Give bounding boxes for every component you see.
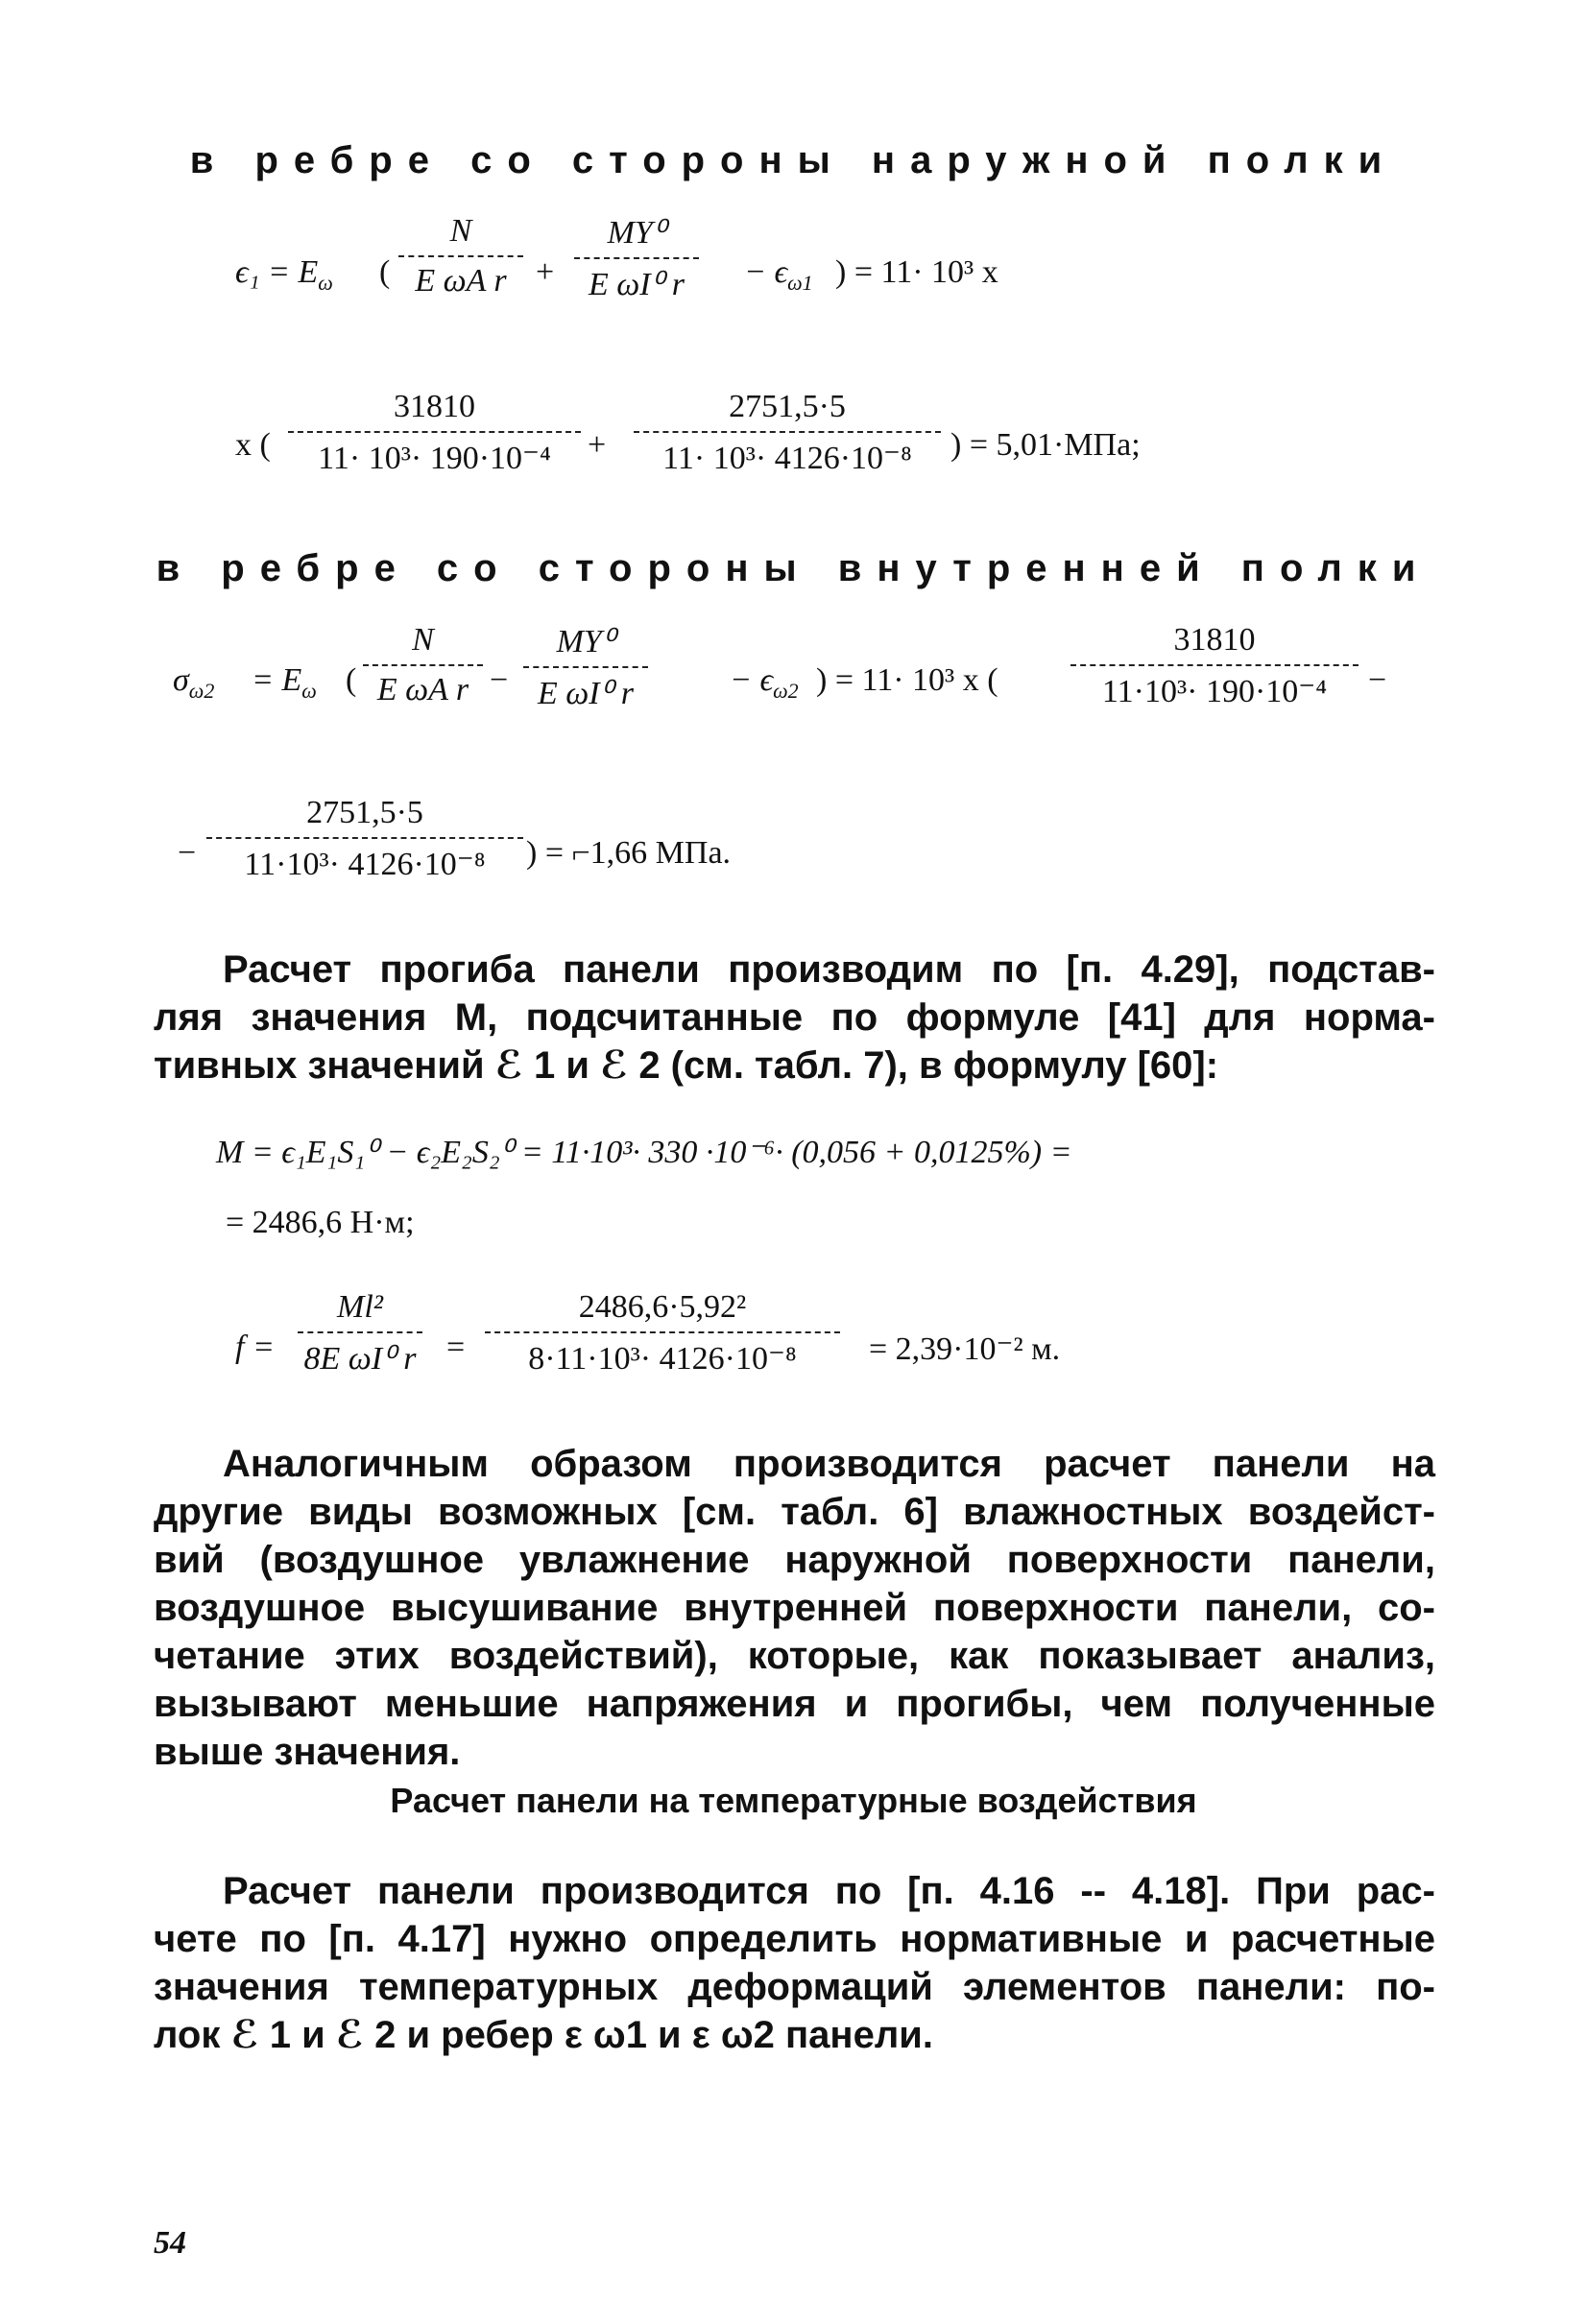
eq1-open: (: [379, 254, 391, 290]
paragraph-line: вызывают меньшие напряжения и прогибы, чем полученные: [154, 1683, 1435, 1725]
paragraph-line: четание этих воздействий), которые, как показывает анализ,: [154, 1635, 1435, 1677]
eq2-fraction-2: 2751,5·5 11· 10³· 4126·10⁻⁸: [634, 389, 941, 477]
eq1-fraction-1: N E ωA r: [398, 213, 523, 299]
paragraph-temperature: [154, 1867, 1435, 2059]
eq3-fraction-3: 31810 11·10³· 190·10⁻⁴: [1070, 622, 1359, 710]
eq2-result: ) = 5,01·МПа;: [950, 427, 1141, 463]
equation-moment: M = ϵ₁E₁S₁⁰ − ϵ₂E₂S₂⁰ = 11·10³· 330 ·10⁻⁶· (0,056 + 0,0125%) =: [216, 1135, 1072, 1170]
paragraph-line: тивных значений ℰ 1 и ℰ 2 (см. табл. 7), в формулу [60]:: [154, 1044, 1219, 1087]
eq1-plus: +: [536, 254, 555, 290]
eq3-minus2: − $\epsilon_{\omega 2}$: [730, 662, 799, 703]
eq6-fraction-2: 2486,6·5,92² 8·11·10³· 4126·10⁻⁸: [485, 1289, 840, 1378]
eq1-close: ) = 11· 10³ x: [835, 254, 998, 290]
paragraph-line: ляя значения M, подсчитанные по формуле [41] для норма-: [154, 996, 1435, 1039]
paragraph-analogous: [154, 1440, 1435, 1776]
eq1-fraction-2: MY⁰ E ωI⁰ r: [574, 213, 699, 303]
eq4-result: ) = ⌐1,66 МПа.: [526, 835, 732, 871]
paragraph-line: Расчет прогиба панели производим по [п. 4.29], подстав-: [223, 948, 1435, 991]
eq6-fraction-1: Ml² 8E ωI⁰ r: [298, 1289, 422, 1378]
eq1-minus: − $\epsilon_{\omega 1}$: [744, 254, 813, 295]
eq2-prefix: x (: [235, 427, 271, 463]
eq6-eq: =: [446, 1330, 466, 1365]
section-title: Расчет панели на температурные воздействия: [390, 1781, 1197, 1820]
paragraph-line: выше значения.: [154, 1731, 461, 1773]
eq2-fraction-1: 31810 11· 10³· 190·10⁻⁴: [288, 389, 581, 477]
paragraph-line: другие виды возможных [см. табл. 6] влажностных воздейст-: [154, 1491, 1435, 1533]
eq3-tail: −: [1368, 662, 1387, 698]
paragraph-line: Аналогичным образом производится расчет панели на: [223, 1443, 1435, 1485]
eq3-fraction-2: MY⁰ E ωI⁰ r: [523, 622, 648, 712]
eq3-fraction-1: N E ωA r: [363, 622, 483, 708]
equation-moment-value: = 2486,6 Н·м;: [226, 1205, 415, 1240]
subheading-outer-shelf: в ребре со стороны наружной полки: [189, 139, 1398, 181]
eq3-minus1: −: [490, 662, 509, 698]
page-number: 54: [154, 2225, 186, 2261]
eq2-plus: +: [588, 427, 607, 463]
paragraph-line: чете по [п. 4.17] нужно определить нормативные и расчетные: [154, 1918, 1435, 1960]
eq4-fraction: 2751,5·5 11·10³· 4126·10⁻⁸: [206, 795, 523, 883]
paragraph-line: значения температурных деформаций элементов панели: по-: [154, 1966, 1435, 2008]
eq4-prefix: −: [178, 835, 197, 871]
paragraph-line: Расчет панели производится по [п. 4.16 -- 4.18]. При рас-: [223, 1870, 1435, 1912]
eq6-result: = 2,39·10⁻² м.: [869, 1331, 1061, 1367]
paragraph-line: воздушное высушивание внутренней поверхности панели, со-: [154, 1587, 1435, 1629]
eq3-close: ) = 11· 10³ x (: [816, 662, 998, 698]
eq3-lhs: $\sigma_{\omega 2}$: [173, 662, 215, 703]
paragraph-line: вий (воздушное увлажнение наружной поверхности панели,: [154, 1539, 1435, 1581]
eq3-eq: = $E_\omega$: [252, 662, 317, 703]
paragraph-line: лок ℰ 1 и ℰ 2 и ребер ε ω1 и ε ω2 панели.: [154, 2014, 933, 2056]
eq3-open: (: [346, 662, 357, 698]
paragraph-deflection: [154, 946, 1435, 1090]
subheading-inner-shelf: в ребре со стороны внутренней полки: [156, 547, 1431, 589]
eq6-lhs: f =: [235, 1330, 275, 1365]
eq1-lhs: $\epsilon_1 = E_\omega$: [235, 254, 333, 295]
